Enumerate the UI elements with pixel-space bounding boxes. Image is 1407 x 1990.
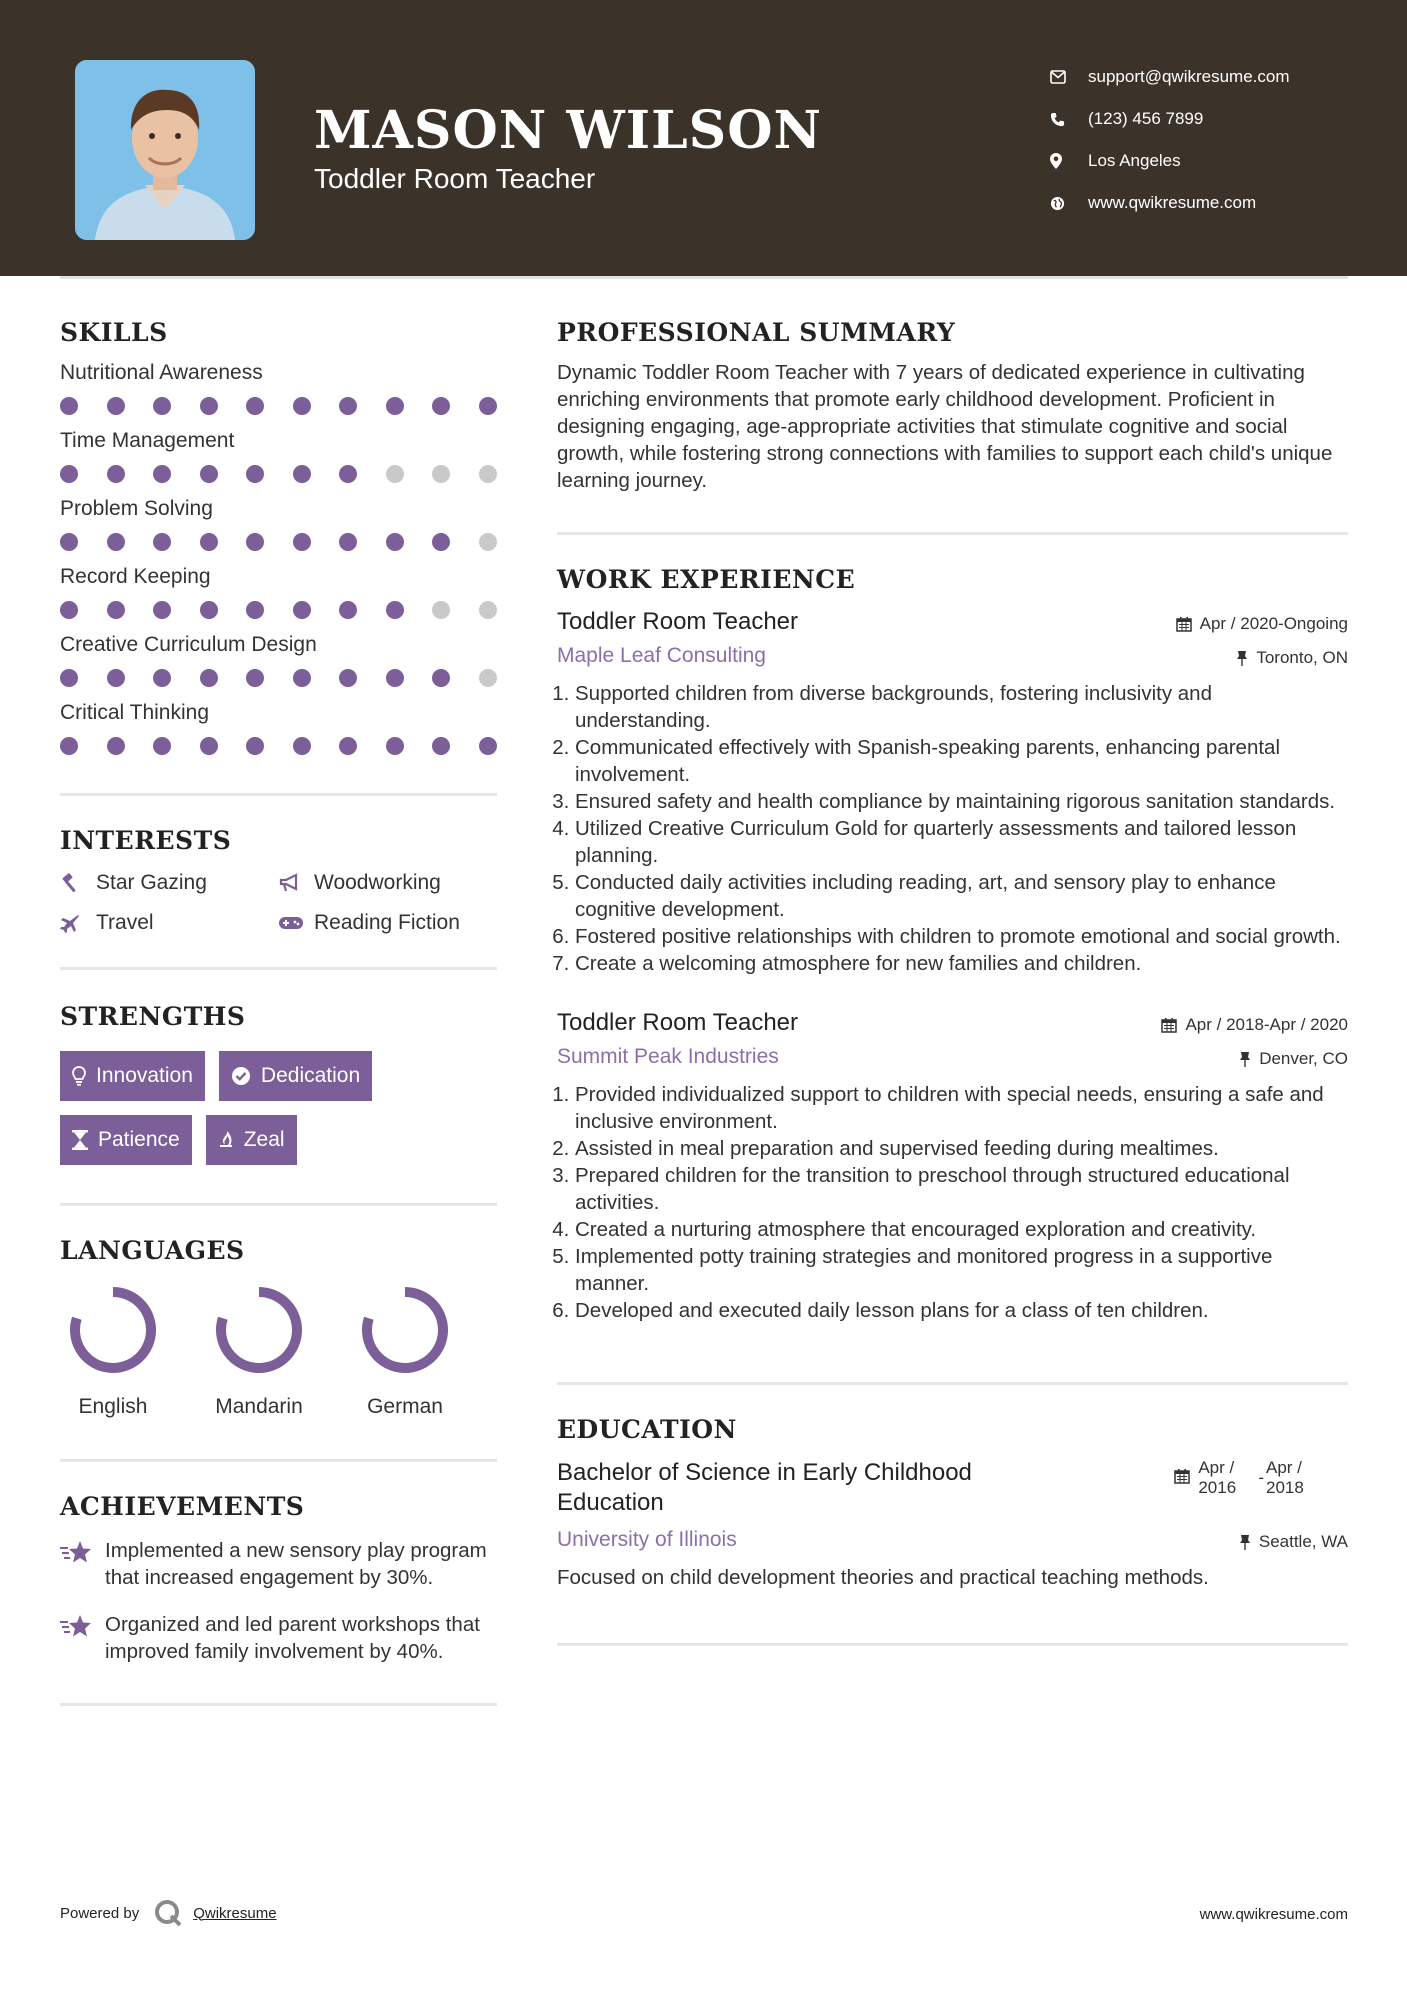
header-divider <box>60 276 1348 279</box>
education-title: EDUCATION <box>557 1415 737 1444</box>
section-divider <box>557 532 1348 535</box>
skill-rating <box>60 737 497 755</box>
job-location <box>1236 648 1348 668</box>
education-location <box>1239 1532 1348 1552</box>
contact-location-text: Los Angeles <box>1088 151 1181 170</box>
gamepad-icon <box>278 915 314 931</box>
interests-list <box>60 871 497 935</box>
star-award-icon <box>60 1537 105 1591</box>
check-circle-icon <box>231 1066 251 1086</box>
contact-website[interactable] <box>1050 182 1380 224</box>
job-bullet: 1. Provided individualized support to children with special needs, ensuring a safe and inclusive environment. <box>575 1081 1348 1135</box>
rating-dot-empty <box>386 465 404 483</box>
rating-dot-filled <box>293 737 311 755</box>
proficiency-arc <box>367 1292 443 1368</box>
footer-website[interactable]: www.qwikresume.com <box>1199 1906 1348 1923</box>
job-bullet: 4. Utilized Creative Curriculum Gold for quarterly assessments and tailored lesson planning. <box>575 815 1348 869</box>
rating-dot-filled <box>60 669 78 687</box>
section-divider <box>60 1203 497 1206</box>
rating-dot-filled <box>246 397 264 415</box>
job-bullet: 6. Fostered positive relationships with children to promote emotional and social growth. <box>575 923 1348 950</box>
rating-dot-filled <box>432 397 450 415</box>
skills-list <box>60 361 497 755</box>
map-pin-icon <box>1050 153 1088 169</box>
rating-dot-filled <box>107 533 125 551</box>
rating-dot-filled <box>246 737 264 755</box>
job-title: Toddler Room Teacher <box>557 1009 799 1036</box>
section-divider <box>60 967 497 970</box>
rating-dot-filled <box>432 533 450 551</box>
job-location-text: Toronto, ON <box>1256 648 1348 667</box>
language-ring <box>360 1285 450 1375</box>
interest-item <box>60 911 278 935</box>
education-entry <box>557 1458 1348 1591</box>
job-location-text: Denver, CO <box>1259 1049 1348 1068</box>
lightbulb-icon <box>72 1066 86 1086</box>
skill-item <box>60 565 497 619</box>
achievement-text: Implemented a new sensory play program that increased engagement by 30%. <box>105 1539 487 1589</box>
footer-powered-by <box>60 1898 277 1928</box>
skill-name: Record Keeping <box>60 565 211 588</box>
skill-rating <box>60 533 497 551</box>
language-name: English <box>78 1395 148 1418</box>
bullhorn-icon <box>278 873 314 893</box>
rating-dot-filled <box>293 397 311 415</box>
interest-item <box>60 871 278 895</box>
rating-dot-filled <box>339 465 357 483</box>
summary-text: Dynamic Toddler Room Teacher with 7 years of dedicated experience in cultivating enriching environments that promote early childhood development. Proficient in designing engaging, age-appropriate activities that stimulate cognitive and social growth, while fostering strong connections with families to support each child's unique learning journey. <box>557 361 1333 492</box>
rating-dot-filled <box>60 737 78 755</box>
skill-rating <box>60 669 497 687</box>
qwikresume-logo-icon <box>153 1898 183 1928</box>
rating-dot-filled <box>200 737 218 755</box>
skill-rating <box>60 601 497 619</box>
hourglass-icon <box>72 1130 88 1150</box>
resume-header <box>0 0 1407 276</box>
interest-item <box>278 871 497 895</box>
rating-dot-filled <box>246 533 264 551</box>
skill-item <box>60 633 497 687</box>
job-bullet: 2. Assisted in meal preparation and supervised feeding during mealtimes. <box>575 1135 1348 1162</box>
contact-list <box>1050 56 1380 224</box>
job-bullet: 5. Conducted daily activities including reading, art, and sensory play to enhance cognitive development. <box>575 869 1348 923</box>
rating-dot-filled <box>293 601 311 619</box>
rating-dot-empty <box>479 601 497 619</box>
job-date-text: Apr / 2020-Ongoing <box>1199 614 1348 633</box>
envelope-icon <box>1050 70 1088 84</box>
job-company: Maple Leaf Consulting <box>557 644 766 667</box>
skill-rating <box>60 465 497 483</box>
calendar-icon <box>1161 1017 1177 1033</box>
rating-dot-filled <box>153 737 171 755</box>
rating-dot-filled <box>293 533 311 551</box>
strength-label: Dedication <box>260 1064 361 1087</box>
rating-dot-filled <box>293 465 311 483</box>
job-bullet: 1. Supported children from diverse backgrounds, fostering inclusivity and understanding. <box>575 680 1348 734</box>
language-item <box>68 1285 158 1419</box>
rating-dot-filled <box>107 397 125 415</box>
rating-dot-filled <box>200 669 218 687</box>
pushpin-icon <box>1236 650 1248 666</box>
rating-dot-filled <box>60 465 78 483</box>
education-date-sep: - <box>1258 1468 1264 1487</box>
rating-dot-filled <box>153 533 171 551</box>
education-date-end: Apr / 2018 <box>1266 1458 1304 1497</box>
rating-dot-empty <box>479 533 497 551</box>
job-entry <box>557 1009 1348 1324</box>
contact-phone-text: (123) 456 7899 <box>1088 109 1204 128</box>
skill-item <box>60 497 497 551</box>
proficiency-arc <box>75 1292 151 1368</box>
languages-list <box>60 1285 497 1419</box>
education-degree: Bachelor of Science in Early Childhood Education <box>557 1459 972 1516</box>
rating-dot-filled <box>432 737 450 755</box>
rating-dot-filled <box>386 601 404 619</box>
calendar-icon <box>1176 616 1192 632</box>
rating-dot-filled <box>479 737 497 755</box>
contact-email[interactable] <box>1050 56 1380 98</box>
section-divider <box>60 1703 497 1706</box>
job-title: Toddler Room Teacher <box>557 608 799 635</box>
interest-label: Travel <box>96 911 154 934</box>
job-company: Summit Peak Industries <box>557 1045 779 1068</box>
strength-badge <box>219 1051 372 1101</box>
rating-dot-filled <box>153 465 171 483</box>
rating-dot-filled <box>153 601 171 619</box>
job-bullet: 4. Created a nurturing atmosphere that encouraged exploration and creativity. <box>575 1216 1348 1243</box>
right-column <box>557 318 1348 1646</box>
rating-dot-empty <box>432 601 450 619</box>
rating-dot-filled <box>339 601 357 619</box>
achievement-item <box>60 1611 497 1665</box>
language-item <box>214 1285 304 1419</box>
rating-dot-filled <box>200 533 218 551</box>
pushpin-icon <box>1239 1534 1251 1550</box>
contact-location <box>1050 140 1380 182</box>
gavel-icon <box>60 872 96 894</box>
proficiency-arc <box>221 1292 297 1368</box>
qwikresume-link[interactable]: Qwikresume <box>193 1904 277 1922</box>
languages-title: LANGUAGES <box>60 1236 245 1265</box>
rating-dot-empty <box>479 669 497 687</box>
pushpin-icon <box>1239 1051 1251 1067</box>
rating-dot-filled <box>293 669 311 687</box>
profile-photo <box>75 60 255 240</box>
rating-dot-filled <box>339 533 357 551</box>
rating-dot-filled <box>432 669 450 687</box>
achievement-item <box>60 1537 497 1591</box>
rating-dot-filled <box>386 669 404 687</box>
rating-dot-filled <box>246 465 264 483</box>
rating-dot-filled <box>153 669 171 687</box>
strength-label: Zeal <box>243 1128 285 1151</box>
section-divider <box>60 1459 497 1462</box>
rating-dot-filled <box>60 601 78 619</box>
interest-label: Reading Fiction <box>314 911 460 934</box>
rating-dot-filled <box>386 397 404 415</box>
job-bullet: 6. Developed and executed daily lesson plans for a class of ten children. <box>575 1297 1348 1324</box>
globe-icon <box>1050 196 1088 211</box>
job-bullets <box>557 1081 1348 1324</box>
interest-label: Woodworking <box>314 871 441 894</box>
calendar-icon <box>1174 1468 1190 1484</box>
rating-dot-filled <box>107 601 125 619</box>
skill-name: Critical Thinking <box>60 701 209 724</box>
candidate-role: Toddler Room Teacher <box>314 163 596 194</box>
phone-icon <box>1050 112 1088 127</box>
job-location <box>1239 1049 1348 1069</box>
skill-item <box>60 701 497 755</box>
education-date <box>1174 1458 1314 1498</box>
education-school: University of Illinois <box>557 1528 737 1551</box>
rating-dot-filled <box>386 737 404 755</box>
interests-title: INTERESTS <box>60 826 232 855</box>
language-item <box>360 1285 450 1419</box>
interest-label: Star Gazing <box>96 871 207 894</box>
contact-phone[interactable] <box>1050 98 1380 140</box>
rating-dot-filled <box>107 669 125 687</box>
job-date <box>1161 1015 1348 1035</box>
rating-dot-filled <box>153 397 171 415</box>
job-bullet: 7. Create a welcoming atmosphere for new families and children. <box>575 950 1348 977</box>
summary-title: PROFESSIONAL SUMMARY <box>557 318 956 347</box>
job-bullet: 2. Communicated effectively with Spanish-speaking parents, enhancing parental involvement. <box>575 734 1348 788</box>
experience-title: WORK EXPERIENCE <box>557 565 856 594</box>
strength-badge <box>206 1115 297 1165</box>
rating-dot-filled <box>479 397 497 415</box>
powered-by-text: Powered by <box>60 1904 140 1922</box>
rating-dot-filled <box>200 601 218 619</box>
plane-icon <box>60 913 96 933</box>
skill-item <box>60 429 497 483</box>
contact-email-text: support@qwikresume.com <box>1088 67 1290 86</box>
skill-name: Time Management <box>60 429 235 452</box>
education-location-text: Seattle, WA <box>1258 1532 1348 1551</box>
job-bullet: 3. Prepared children for the transition to preschool through structured educational activities. <box>575 1162 1348 1216</box>
job-entry <box>557 608 1348 977</box>
strengths-title: STRENGTHS <box>60 1002 246 1031</box>
job-bullet: 5. Implemented potty training strategies and monitored progress in a supportive manner. <box>575 1243 1348 1297</box>
rating-dot-filled <box>60 533 78 551</box>
rating-dot-filled <box>386 533 404 551</box>
language-ring <box>68 1285 158 1375</box>
rating-dot-filled <box>200 397 218 415</box>
strengths-list <box>60 1051 497 1165</box>
job-bullet: 3. Ensured safety and health compliance by maintaining rigorous sanitation standards. <box>575 788 1348 815</box>
rating-dot-filled <box>339 397 357 415</box>
job-bullets <box>557 680 1348 977</box>
rating-dot-filled <box>60 397 78 415</box>
strength-label: Innovation <box>96 1064 193 1087</box>
skill-item <box>60 361 497 415</box>
rating-dot-filled <box>200 465 218 483</box>
contact-website-text: www.qwikresume.com <box>1088 193 1257 212</box>
section-divider <box>557 1382 1348 1385</box>
language-ring <box>214 1285 304 1375</box>
left-column <box>60 318 497 1706</box>
language-name: German <box>367 1395 443 1418</box>
rating-dot-filled <box>246 601 264 619</box>
rating-dot-filled <box>246 669 264 687</box>
job-date-text: Apr / 2018-Apr / 2020 <box>1185 1015 1348 1034</box>
rating-dot-empty <box>479 465 497 483</box>
rating-dot-empty <box>432 465 450 483</box>
rating-dot-filled <box>107 465 125 483</box>
skill-name: Problem Solving <box>60 497 213 520</box>
skill-name: Creative Curriculum Design <box>60 633 317 656</box>
strength-badge <box>60 1051 205 1101</box>
skill-name: Nutritional Awareness <box>60 361 263 384</box>
fire-icon <box>218 1130 234 1150</box>
education-date-start: Apr / 2016 <box>1198 1458 1237 1497</box>
achievement-text: Organized and led parent workshops that improved family involvement by 40%. <box>105 1613 480 1663</box>
candidate-name: MASON WILSON <box>314 100 823 161</box>
skill-rating <box>60 397 497 415</box>
section-divider <box>60 793 497 796</box>
achievements-title: ACHIEVEMENTS <box>60 1492 305 1521</box>
interest-item <box>278 911 497 935</box>
language-name: Mandarin <box>215 1395 303 1418</box>
rating-dot-filled <box>339 737 357 755</box>
rating-dot-filled <box>107 737 125 755</box>
job-date <box>1176 614 1348 634</box>
strength-label: Patience <box>98 1128 180 1151</box>
rating-dot-filled <box>339 669 357 687</box>
strength-badge <box>60 1115 192 1165</box>
section-divider <box>557 1643 1348 1646</box>
star-award-icon <box>60 1611 105 1665</box>
skills-title: SKILLS <box>60 318 168 347</box>
education-description: Focused on child development theories and practical teaching methods. <box>557 1566 1209 1589</box>
